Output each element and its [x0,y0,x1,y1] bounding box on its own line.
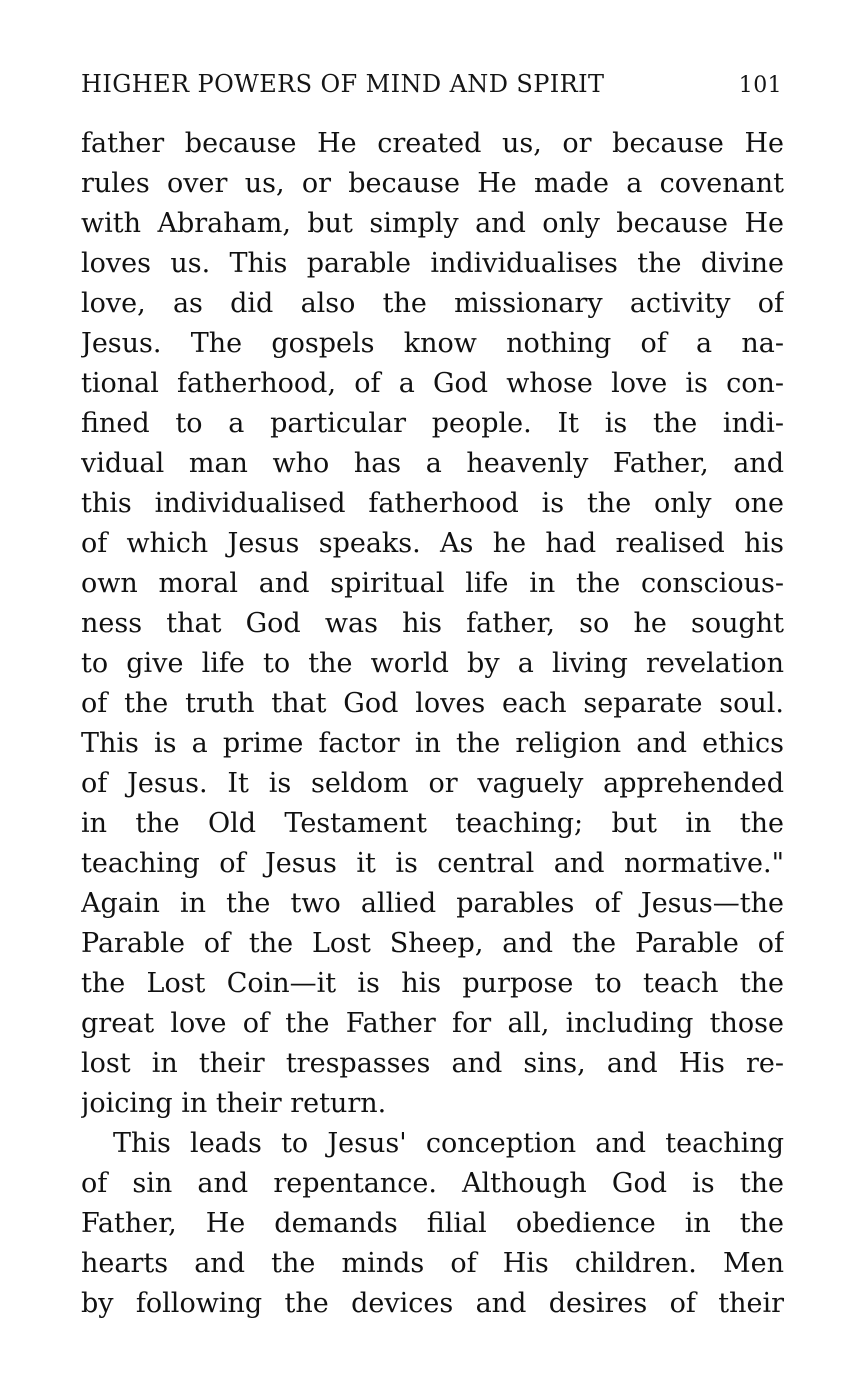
paragraph-start-line: This leads to Jesus' conception and teaching [113,1128,784,1159]
text-line: the Lost Coin—it is his purpose to teach the [81,968,784,999]
text-line: Father, He demands filial obedience in the [81,1208,784,1239]
text-line: great love of the Father for all, including those [81,1008,784,1039]
text-line: Parable of the Lost Sheep, and the Parable of [81,928,784,959]
text-line: ness that God was his father, so he sought [81,608,784,639]
text-line: rules over us, or because He made a covenant [81,168,784,199]
text-line: Jesus. The gospels know nothing of a na- [81,328,784,359]
text-line: in the Old Testament teaching; but in the [81,808,784,839]
running-title: HIGHER POWERS OF MIND AND SPIRIT [81,70,605,98]
text-line: tional fatherhood, of a God whose love is con- [81,368,784,399]
text-line: father because He created us, or because He [81,128,784,159]
text-line: of the truth that God loves each separate soul. [81,688,784,719]
text-line: teaching of Jesus it is central and normative." [81,848,784,879]
book-page [81,70,784,1324]
text-line: with Abraham, but simply and only because He [81,208,784,239]
text-line: of Jesus. It is seldom or vaguely apprehended [81,768,784,799]
text-line: fined to a particular people. It is the indi- [81,408,784,439]
text-line: by following the devices and desires of their [81,1288,784,1319]
text-line: lost in their trespasses and sins, and His re- [81,1048,784,1079]
paragraph-end-line: joicing in their return. [81,1088,387,1119]
text-line: love, as did also the missionary activity of [81,288,784,319]
body-text [81,124,784,1324]
text-line: vidual man who has a heavenly Father, and [81,448,784,479]
text-line: hearts and the minds of His children. Men [81,1248,784,1279]
text-line: of which Jesus speaks. As he had realised his [81,528,784,559]
text-line: to give life to the world by a living revelation [81,648,784,679]
page-number: 101 [738,73,782,98]
text-line: of sin and repentance. Although God is the [81,1168,784,1199]
running-head [81,70,784,110]
text-line: loves us. This parable individualises the divine [81,248,784,279]
text-line: this individualised fatherhood is the only one [81,488,784,519]
text-line: Again in the two allied parables of Jesus—the [81,888,784,919]
text-line: own moral and spiritual life in the conscious- [81,568,784,599]
text-line: This is a prime factor in the religion and ethics [81,728,784,759]
